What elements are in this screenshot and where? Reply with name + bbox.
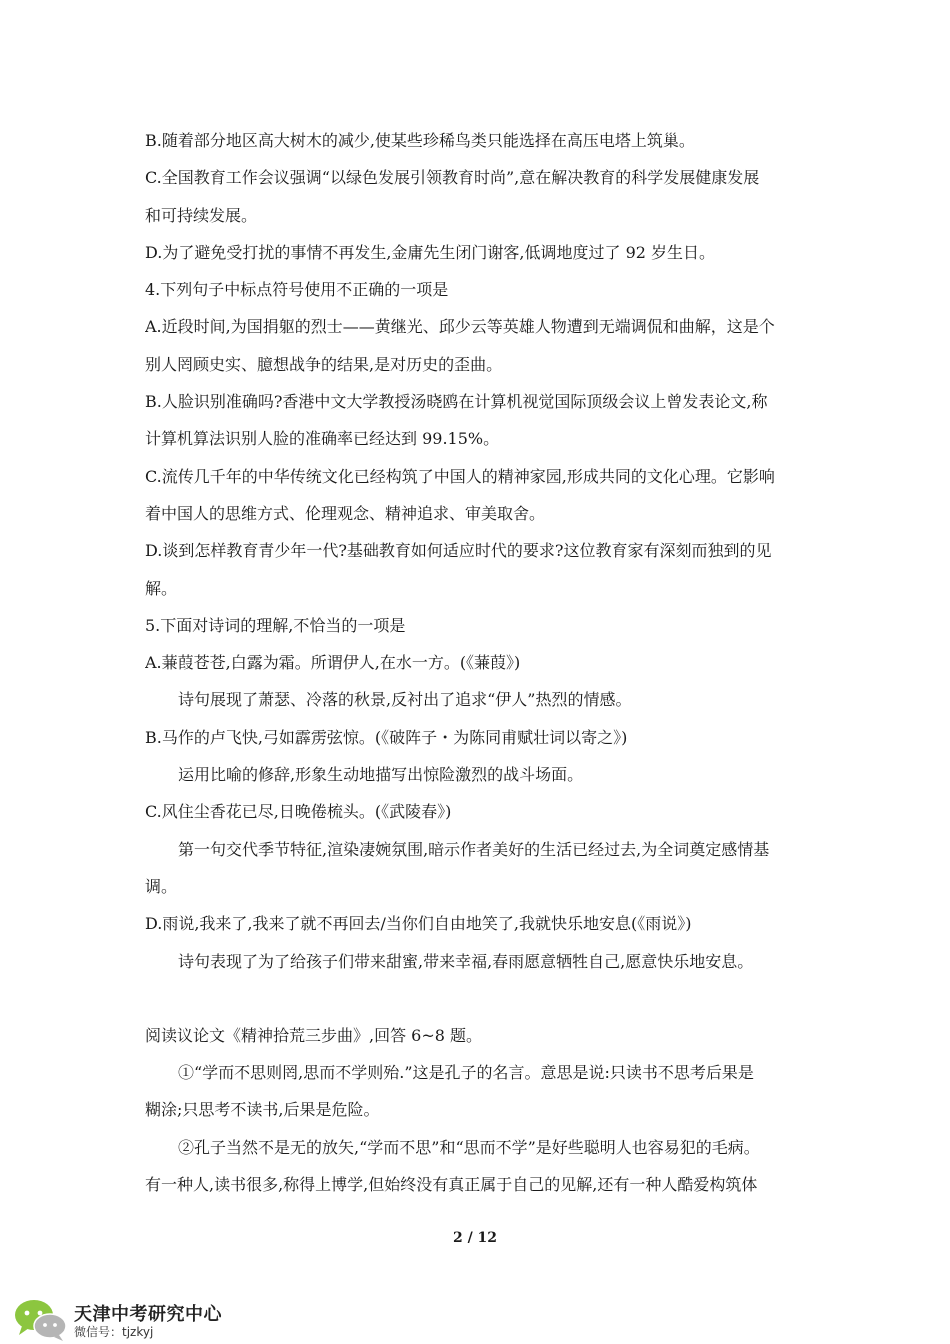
option-5c-explanation-cont: 调。 [145, 876, 178, 896]
option-3b: B.随着部分地区高大树木的减少,使某些珍稀鸟类只能选择在高压电塔上筑巢。 [145, 131, 695, 150]
wechat-icon [14, 1298, 68, 1342]
question-4: 4.下列句子中标点符号使用不正确的一项是 [145, 280, 449, 300]
section-gap [145, 980, 810, 1017]
paragraph-1: ①“学而不思则罔,思而不学则殆.”这是孔子的名言。意思是说:只读书不思考后果是 [178, 1063, 754, 1083]
option-5a: A.蒹葭苍苍,白露为霜。所谓伊人,在水一方。(《蒹葭》) [145, 653, 521, 673]
option-5d: D.雨说,我来了,我来了就不再回去/当你们自由地笑了,我就快乐地安息(《雨说》) [145, 914, 692, 934]
option-4d-cont: 解。 [145, 578, 178, 598]
option-3c: C.全国教育工作会议强调“以绿色发展引领教育时尚”,意在解决教育的科学发展健康发展 [145, 168, 760, 188]
footer-logo [14, 1296, 254, 1342]
option-4a: A.近段时间,为国捐躯的烈士——黄继光、邱少云等英雄人物遭到无端调侃和曲解，这是个 [145, 317, 775, 337]
option-4c: C.流传几千年的中华传统文化已经构筑了中国人的精神家园,形成共同的文化心理。它影响 [145, 466, 775, 486]
option-4b: B.人脸识别准确吗?香港中文大学教授汤晓鸥在计算机视觉国际顶级会议上曾发表论文,称 [145, 392, 768, 412]
option-4a-cont: 别人罔顾史实、臆想战争的结果,是对历史的歪曲。 [145, 354, 503, 374]
option-5b: B.马作的卢飞快,弓如霹雳弦惊。(《破阵子・为陈同甫赋壮词以寄之》) [145, 727, 628, 747]
logo-title: 天津中考研究中心 [74, 1304, 222, 1325]
page-number: 2 / 12 [452, 1230, 498, 1246]
option-5d-explanation: 诗句表现了为了给孩子们带来甜蜜,带来幸福,春雨愿意牺牲自己,愿意快乐地安息。 [178, 951, 754, 971]
logo-wechat-id: 微信号：tjzkyj [74, 1325, 154, 1339]
option-5c-explanation: 第一句交代季节特征,渲染凄婉氛围,暗示作者美好的生活已经过去,为全词奠定感情基 [178, 839, 770, 859]
paragraph-2: ②孔子当然不是无的放矢,“学而不思”和“思而不学”是好些聪明人也容易犯的毛病。 [178, 1137, 760, 1157]
option-3c-cont: 和可持续发展。 [145, 205, 258, 225]
option-5a-explanation: 诗句展现了萧瑟、冷落的秋景,反衬出了追求“伊人”热烈的情感。 [178, 690, 632, 710]
option-4c-cont: 着中国人的思维方式、伦理观念、精神追求、审美取舍。 [145, 503, 546, 523]
option-4b-cont: 计算机算法识别人脸的准确率已经达到 99.15%。 [145, 429, 500, 449]
option-4d: D.谈到怎样教育青少年一代?基础教育如何适应时代的要求?这位教育家有深刻而独到的见 [145, 541, 772, 561]
option-5b-explanation: 运用比喻的修辞,形象生动地描写出惊险激烈的战斗场面。 [178, 765, 584, 785]
paragraph-1-cont: 糊涂;只思考不读书,后果是危险。 [145, 1100, 380, 1120]
paragraph-2-cont: 有一种人,读书很多,称得上博学,但始终没有真正属于自己的见解,还有一种人酷爱构筑体 [145, 1175, 758, 1195]
option-3d: D.为了避免受打扰的事情不再发生,金庸先生闭门谢客,低调地度过了 92 岁生日。 [145, 242, 716, 262]
reading-instruction: 阅读议论文《精神拾荒三步曲》,回答 6~8 题。 [145, 1025, 483, 1045]
question-5: 5.下面对诗词的理解,不恰当的一项是 [145, 615, 406, 635]
page-content [145, 122, 810, 1203]
option-5c: C.风住尘香花已尽,日晚倦梳头。(《武陵春》) [145, 802, 452, 822]
